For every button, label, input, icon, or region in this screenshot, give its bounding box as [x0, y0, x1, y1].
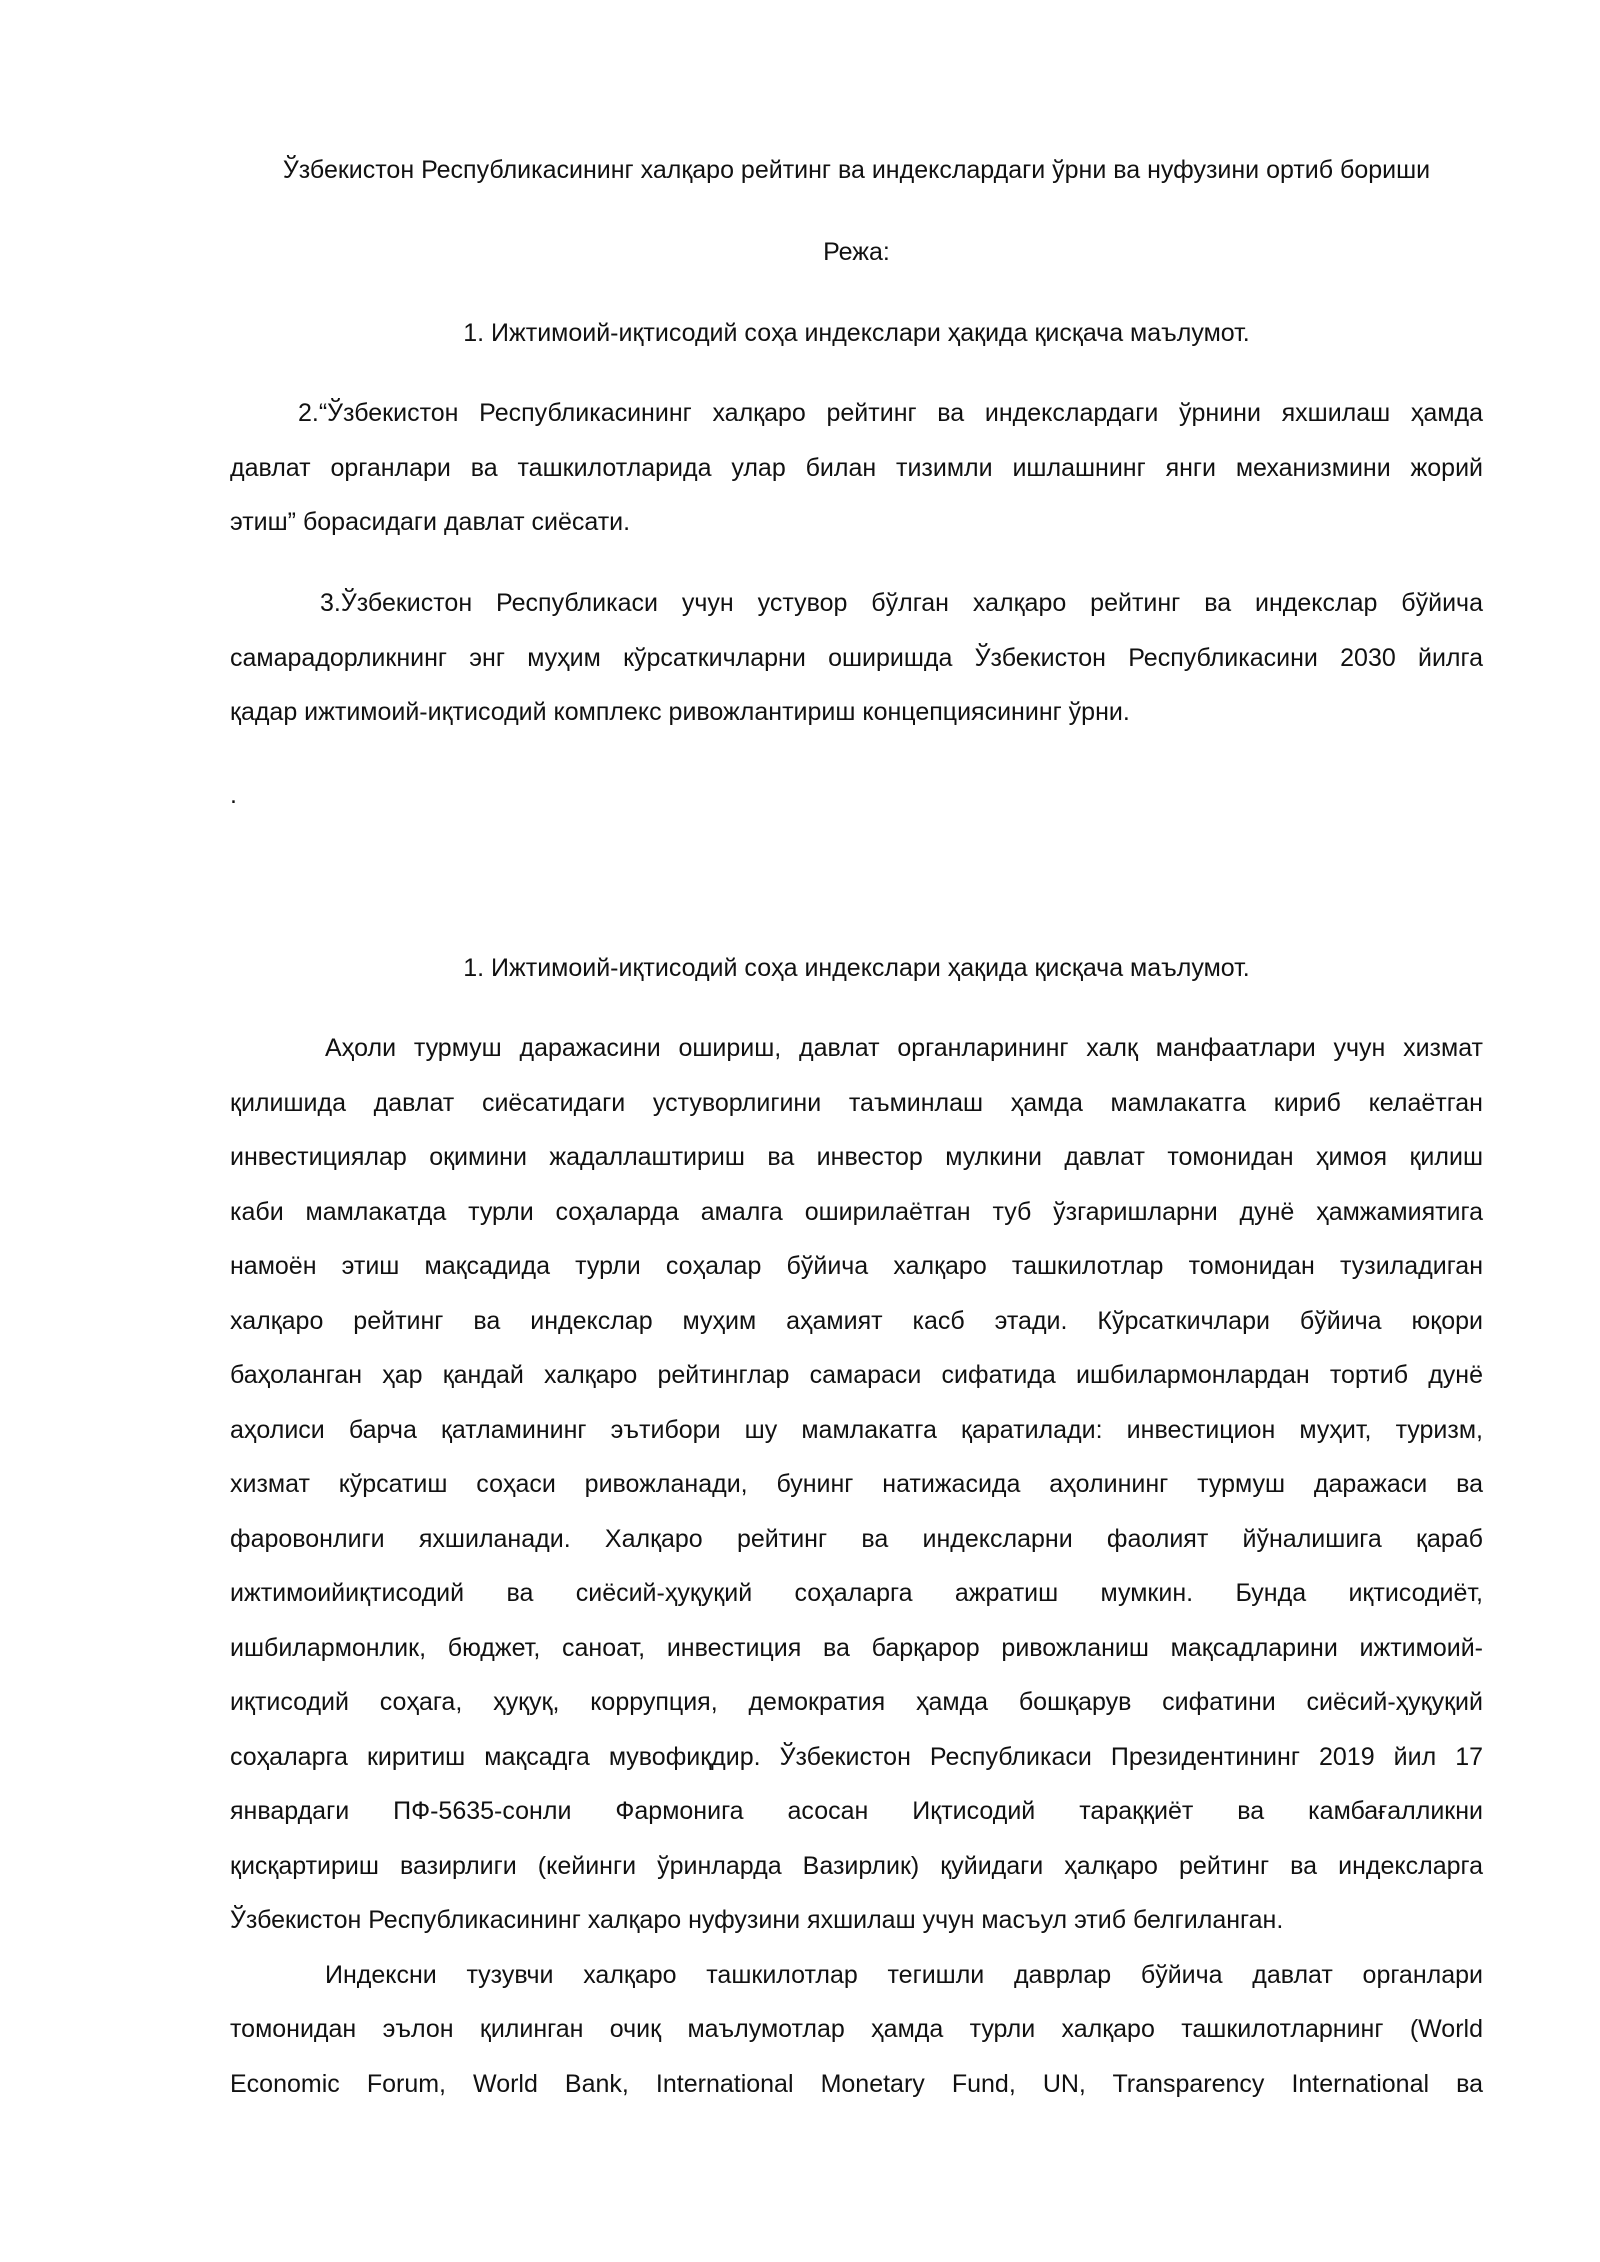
paragraph-1-line: Ўзбекистон Республикасининг халқаро нуфузини яхшилаш учун масъул этиб белгиланган. [230, 1906, 1284, 1934]
plan-item-2-line: этиш” борасидаги давлат сиёсати. [230, 508, 631, 536]
paragraph-1-line: иқтисодий соҳага, ҳуқуқ, коррупция, демократия ҳамда бошқарув сифатини сиёсий-ҳуқуқий [230, 1688, 1483, 1716]
plan-heading: Режа: [823, 238, 890, 266]
paragraph-2-line: томонидан эълон қилинган очиқ маълумотлар ҳамда турли халқаро ташкилотларнинг (World [230, 2015, 1483, 2043]
plan-item-2-line: давлат органлари ва ташкилотларида улар билан тизимли ишлашнинг янги механизмини жорий [230, 454, 1483, 482]
paragraph-1-line: каби мамлакатда турли соҳаларда амалга оширилаётган туб ўзгаришларни дунё ҳамжамиятига [230, 1198, 1483, 1226]
paragraph-1-line: қилишида давлат сиёсатидаги устуворлигини таъминлаш ҳамда мамлакатга кириб келаётган [230, 1089, 1483, 1117]
plan-item-1: 1. Ижтимоий-иқтисодий соҳа индекслари ҳақида қисқача маълумот. [463, 319, 1250, 347]
paragraph-1-line: соҳаларга киритиш мақсадга мувофиқдир. Ўзбекистон Республикаси Президентининг 2019 йил 17 [230, 1743, 1483, 1771]
paragraph-1-line: хизмат кўрсатиш соҳаси ривожланади, бунинг натижасида аҳолининг турмуш даражаси ва [230, 1470, 1483, 1498]
paragraph-1-line: ижтимоийиқтисодий ва сиёсий-ҳуқуқий соҳаларга ажратиш мумкин. Бунда иқтисодиёт, [230, 1579, 1483, 1607]
paragraph-1-line: намоён этиш мақсадида турли соҳалар бўйича халқаро ташкилотлар томонидан тузиладиган [230, 1252, 1483, 1280]
paragraph-1-line: қисқартириш вазирлиги (кейинги ўринларда Вазирлик) қуйидаги ҳалқаро рейтинг ва индексларга [230, 1852, 1483, 1880]
stray-dot: . [230, 781, 237, 809]
paragraph-1-line: инвестициялар оқимини жадаллаштириш ва инвестор мулкини давлат томонидан ҳимоя қилиш [230, 1143, 1483, 1171]
paragraph-1-line: фаровонлиги яхшиланади. Халқаро рейтинг ва индексларни фаолият йўналишига қараб [230, 1525, 1483, 1553]
plan-item-3-line: самарадорликнинг энг муҳим кўрсаткичларни оширишда Ўзбекистон Республикасини 2030 йилга [230, 644, 1483, 672]
paragraph-1-line: январдаги ПФ-5635-сонли Фармонига асосан Иқтисодий тараққиёт ва камбағалликни [230, 1797, 1483, 1825]
paragraph-2-line: Индексни тузувчи халқаро ташкилотлар тегишли даврлар бўйича давлат органлари [325, 1961, 1483, 1989]
paragraph-1-line: ишбилармонлик, бюджет, саноат, инвестиция ва барқарор ривожланиш мақсадларини ижтимоий- [230, 1634, 1483, 1662]
paragraph-1-line: аҳолиси барча қатламининг эътибори шу мамлакатга қаратилади: инвестицион муҳит, туризм, [230, 1416, 1483, 1444]
plan-item-3-line: 3.Ўзбекистон Республикаси учун устувор бўлган халқаро рейтинг ва индекслар бўйича [320, 589, 1483, 617]
document-title: Ўзбекистон Республикасининг халқаро рейтинг ва индекслардаги ўрни ва нуфузини ортиб бориши [282, 156, 1431, 184]
section-1-heading: 1. Ижтимоий-иқтисодий соҳа индекслари ҳақида қисқача маълумот. [463, 954, 1250, 982]
paragraph-1-line: баҳоланган ҳар қандай халқаро рейтинглар самараси сифатида ишбилармонлардан тортиб дунё [230, 1361, 1483, 1389]
paragraph-1-line: халқаро рейтинг ва индекслар муҳим аҳамият касб этади. Кўрсаткичлари бўйича юқори [230, 1307, 1483, 1335]
paragraph-2-line: Economic Forum, World Bank, International Monetary Fund, UN, Transparency International ва [230, 2070, 1483, 2098]
paragraph-1-line: Аҳоли турмуш даражасини ошириш, давлат органларининг халқ манфаатлари учун хизмат [325, 1034, 1483, 1062]
plan-item-3-line: қадар ижтимоий-иқтисодий комплекс ривожлантириш концепциясининг ўрни. [230, 698, 1130, 726]
plan-item-2-line: 2.“Ўзбекистон Республикасининг халқаро рейтинг ва индекслардаги ўрнини яхшилаш ҳамда [298, 399, 1483, 427]
